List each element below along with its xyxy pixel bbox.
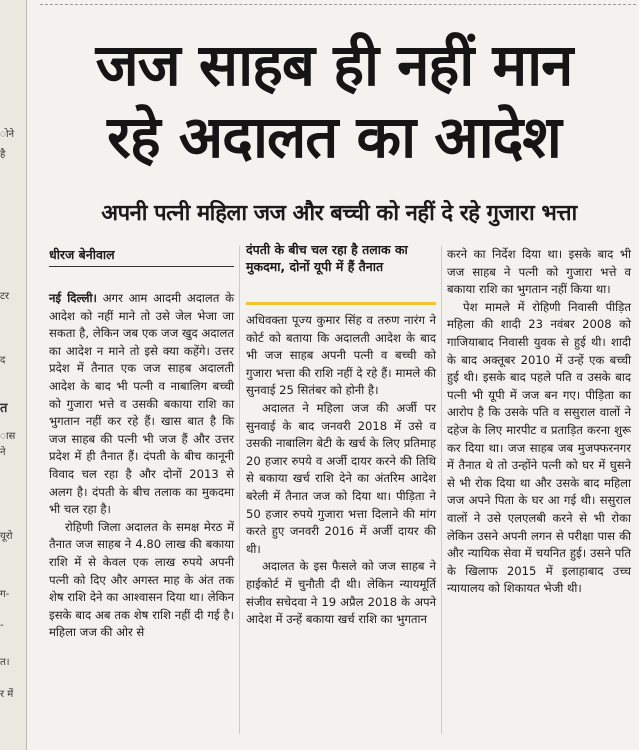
byline-rule xyxy=(49,266,234,267)
adjacent-article-strip xyxy=(0,0,26,750)
fragment-text: ने xyxy=(0,447,6,458)
subheadline: अपनी पत्नी महिला जज और बच्ची को नहीं दे रहे गुजारा भत्ता xyxy=(101,201,577,226)
article-column-1 xyxy=(49,290,234,642)
fragment-text: द xyxy=(0,355,6,366)
headline-line-1: जज साहब ही नहीं मान xyxy=(95,31,573,99)
fragment-text: ग- xyxy=(0,589,10,600)
column-rule xyxy=(26,0,27,750)
fragment-text: त xyxy=(0,401,8,416)
fragment-text: टर xyxy=(0,291,10,302)
fragment-text: यूरो xyxy=(0,531,13,542)
paragraph: पेश मामले में रोहिणी निवासी पीड़ित महिला की शादी 23 नवंबर 2008 को गाजियाबाद निवासी युवक से हुई थी। शादी के बाद अक्तूबर 2010 में उन्हें एक बच्ची हुई थी। इसके बाद पहले पति व उसके बाद पत्नी भी यूपी में जज बन गए। पीड़िता का आरोप है कि उसके पति व ससुराल वालों ने दहेज के लिए मारपीट व प्रताड़ित करना शुरू कर दिया था। जज साहब जब मुजफ्फरनगर में तैनात थे तो उन्होंने पत्नी को घर में घुसने से भी रोक दिया था और उसके बाद महिला जज अपने पिता के घर आ गई थी। ससुराल वालों ने उसे एलएलबी करने से भी रोका लेकिन उसने अपनी लगन से परीक्षा पास की और न्यायिक सेवा में चयनित हुई। उसने पति के खिलाफ 2015 में इलाहाबाद उच्च न्यायालय को शिकायत भेजी थी। xyxy=(447,299,631,596)
fragment-text: त। xyxy=(0,657,10,668)
paragraph xyxy=(49,290,234,519)
fragment-text: - xyxy=(0,620,4,631)
pull-quote: दंपती के बीच चल रहा है तलाक का मुकदमा, दोनों यूपी में हैं तैनात xyxy=(246,242,408,274)
fragment-text: है xyxy=(0,149,6,160)
column-divider xyxy=(239,246,240,734)
paragraph: अदालत ने महिला जज की अर्जी पर सुनवाई के बाद जनवरी 2018 में उसे व उसकी नाबालिग बेटी के खर्च के लिए प्रतिमाह 20 हजार रुपये व अर्जी दायर करने की तिथि से बकाया खर्च राशि देने का अंतरिम आदेश बरेली में तैनात जज को दिया था। पीड़िता ने 50 हजार रुपये गुजारा भत्ता दिलाने की मांग करते हुए जनवरी 2016 में अर्जी दायर की थी। xyxy=(246,400,436,556)
paragraph: अदालत के इस फैसले को जज साहब ने हाईकोर्ट में चुनौती दी थी। लेकिन न्यायमूर्ति संजीव सचेदवा ने 19 अप्रैल 2018 के अपने आदेश में उन्हें बकाया खर्च राशि का भुगतान xyxy=(246,559,436,627)
article-column-2 xyxy=(246,312,436,629)
dateline: नई दिल्ली। xyxy=(49,291,97,305)
column-divider xyxy=(441,246,442,734)
paragraph-text: अगर आम आदमी अदालत के आदेश को नहीं माने तो उसे जेल भेजा जा सकता है, लेकिन जब एक जज खुद अदालत का आदेश न माने तो इसे क्या कहेंगे। उत्तर प्रदेश में तैनात एक जज साहब अदालती आदेश के बाद भी पत्नी व नाबालिग बच्ची को गुजारा भत्ते व उसकी बकाया राशि का भुगतान नहीं कर रहे हैं। खास बात है कि जज साहब की पत्नी भी जज हैं और उत्तर प्रदेश में ही तैनात हैं। दंपती के बीच कानूनी विवाद चल रहा है और दोनों 2013 से अलग है। दंपती के बीच तलाक का मुकदमा भी चल रहा है। xyxy=(49,291,235,517)
paragraph: अधिवक्ता पूज्य कुमार सिंह व तरुण नारंग ने कोर्ट को बताया कि अदालती आदेश के बाद भी जज साहब अपनी पत्नी व बच्ची को गुजारा भत्ता की राशि नहीं दे रहे हैं। मामले की सुनवाई 25 सितंबर को होनी है। xyxy=(246,313,436,398)
headline-line-2: रहे अदालत का आदेश xyxy=(107,103,561,171)
top-dotted-border xyxy=(40,4,636,5)
paragraph: रोहिणी जिला अदालत के समक्ष मेरठ में तैनात जज साहब ने 4.80 लाख की बकाया राशि में से केवल एक लाख रुपये अपनी पत्नी को दिए और अगस्त माह के अंत तक शेष राशि देने का आश्वासन दिया था। लेकिन इसके बाद अब तक शेष राशि नहीं दी गई है। महिला जज की ओर से xyxy=(49,519,234,640)
fragment-text: र में xyxy=(0,689,14,700)
article-column-3 xyxy=(447,246,631,598)
pull-quote-accent-bar xyxy=(246,302,436,305)
fragment-text: ोने xyxy=(0,129,15,140)
fragment-text: ास xyxy=(0,431,16,442)
paragraph: करने का निर्देश दिया था। इसके बाद भी जज साहब ने पत्नी को गुजारा भत्ते व बकाया राशि का भुगतान नहीं किया था। xyxy=(447,247,631,297)
byline: धीरज बेनीवाल xyxy=(49,247,115,262)
